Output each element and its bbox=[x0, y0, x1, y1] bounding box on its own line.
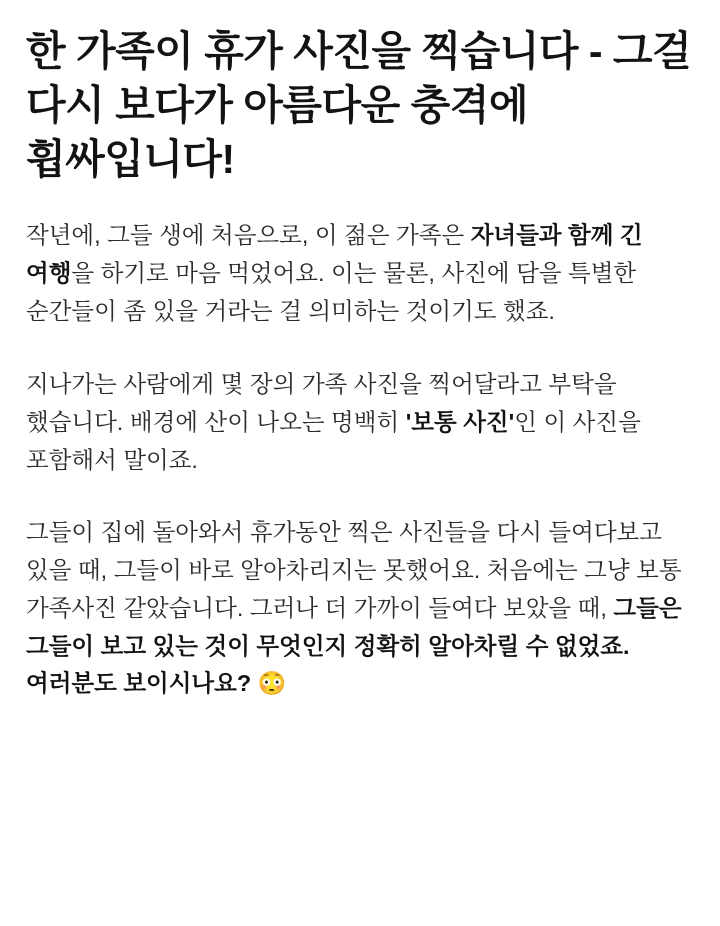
article-paragraph bbox=[26, 216, 694, 330]
closing-question bbox=[26, 665, 694, 703]
flushed-face-emoji: 😳 bbox=[257, 669, 287, 696]
emphasized-text: 자녀들과 함께 긴 여행 bbox=[26, 222, 643, 287]
body-text: 지나가는 사람에게 몇 장의 가족 사진을 찍어달라고 부탁을 했습니다. 배경에 산이 나오는 명백히 bbox=[26, 370, 617, 435]
body-text: 그들이 집에 돌아와서 휴가동안 찍은 사진들을 다시 들여다보고 있을 때, 그들이 바로 알아차리지는 못했어요. 처음에는 그냥 보통 가족사진 같았습니다. 그러나 더 가까이 들여다 보았을 때, bbox=[26, 518, 682, 621]
emphasized-text: 그들은 그들이 보고 있는 것이 무엇인지 정확히 알아차릴 수 없었죠. bbox=[26, 594, 682, 659]
emphasized-text: '보통 사진' bbox=[405, 408, 515, 435]
body-text: 작년에, 그들 생에 처음으로, 이 젊은 가족은 bbox=[26, 222, 471, 249]
page-title: 한 가족이 휴가 사진을 찍습니다 - 그걸 다시 보다가 아름다운 충격에 휩싸입니다! bbox=[26, 28, 692, 183]
body-text: 을 하기로 마음 먹었어요. 이는 물론, 사진에 담을 특별한 순간들이 좀 있을 거라는 걸 의미하는 것이기도 했죠. bbox=[26, 260, 637, 325]
article-paragraph bbox=[26, 365, 694, 479]
closing-text: 여러분도 보이시나요? bbox=[26, 669, 252, 696]
article-paragraph bbox=[26, 513, 694, 665]
body-text: 인 이 사진을 포함해서 말이죠. bbox=[26, 408, 641, 473]
article-body bbox=[26, 216, 694, 665]
